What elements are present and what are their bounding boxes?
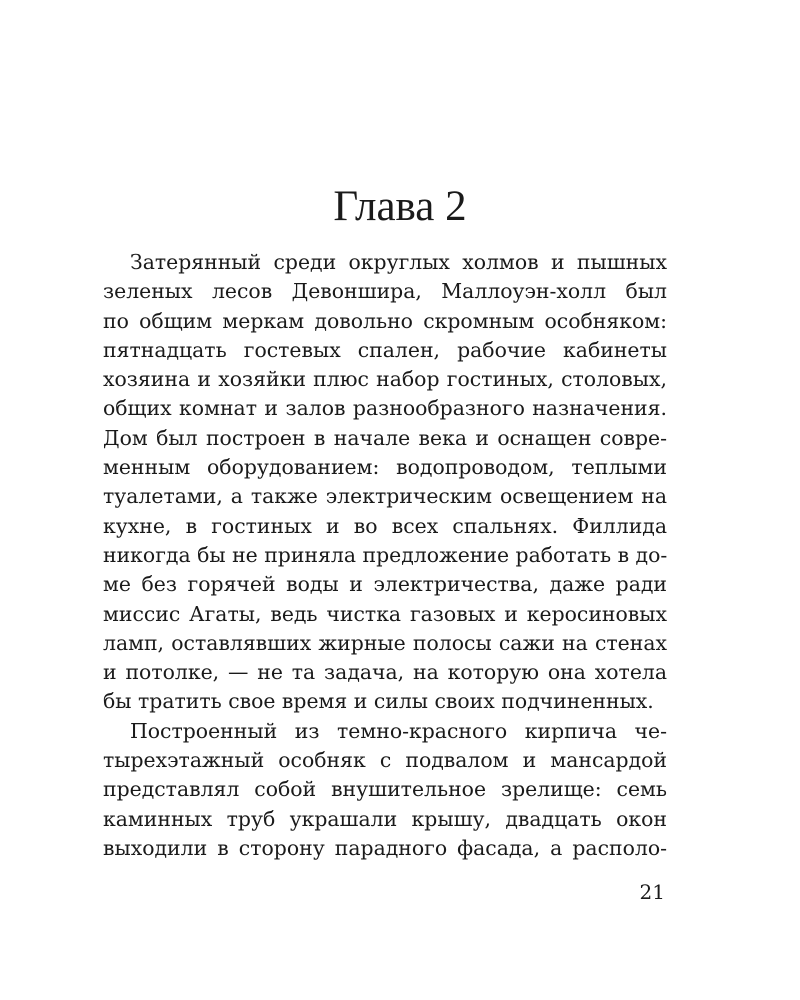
text-line: Дом был построен в начале века и оснащен совре-	[103, 425, 667, 450]
text-line: ме без горячей воды и электричества, даже ради	[103, 572, 667, 597]
page-number: 21	[639, 880, 665, 904]
text-line: туалетами, а также электрическим освещением на	[103, 484, 667, 509]
text-line: по общим меркам довольно скромным особняком:	[103, 308, 667, 333]
text-line: кухне, в гостиных и во всех спальнях. Филлида	[103, 513, 667, 538]
text-line: Затерянный среди округлых холмов и пышных	[130, 250, 667, 274]
text-line: пятнадцать гостевых спален, рабочие кабинеты	[103, 337, 667, 362]
text-line: и потолке, — не та задача, на которую она хотела	[103, 660, 667, 685]
paragraph-1	[103, 248, 667, 717]
text-line: ламп, оставлявших жирные полосы сажи на стенах	[103, 630, 667, 655]
chapter-title: Глава 2	[333, 183, 467, 230]
text-line: хозяина и хозяйки плюс набор гостиных, столовых,	[103, 367, 667, 392]
text-line: миссис Агаты, ведь чистка газовых и керосиновых	[103, 601, 667, 626]
body-text	[103, 248, 667, 863]
text-line: бы тратить свое время и силы своих подчиненных.	[103, 689, 654, 714]
text-line: представлял собой внушительное зрелище: семь	[103, 777, 667, 802]
text-line: менным оборудованием: водопроводом, теплыми	[103, 455, 667, 480]
text-line: выходили в сторону парадного фасада, а располо-	[103, 835, 667, 860]
text-line: никогда бы не приняла предложение работать в до-	[103, 542, 668, 567]
text-line: общих комнат и залов разнообразного назначения.	[103, 396, 667, 421]
paragraph-2	[103, 717, 667, 863]
text-line: зеленых лесов Девоншира, Маллоуэн-холл был	[103, 279, 667, 304]
text-line: каминных труб украшали крышу, двадцать окон	[103, 806, 667, 831]
text-line: тырехэтажный особняк с подвалом и мансардой	[103, 748, 667, 773]
text-line: Построенный из темно-красного кирпича че-	[130, 718, 667, 743]
